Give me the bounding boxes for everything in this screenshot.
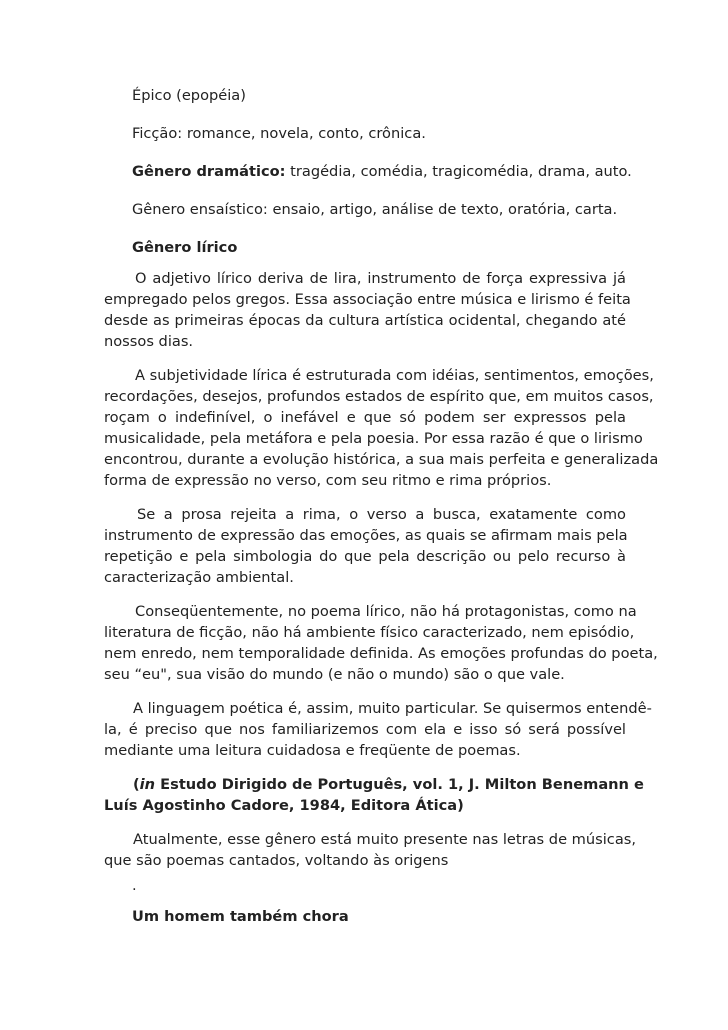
- genre-list: tragédia, comédia, tragicomédia, drama, auto.: [285, 163, 632, 180]
- paragraph-line: recordações, desejos, profundos estados de espírito que, em muitos casos,: [104, 388, 654, 405]
- text-line: [132, 162, 632, 182]
- paragraph-line: O adjetivo lírico deriva de lira, instrumento de força expressiva já: [135, 270, 626, 287]
- citation-line: Luís Agostinho Cadore, 1984, Editora Ática): [104, 797, 464, 814]
- citation-in: in: [139, 776, 156, 793]
- text-line: Ficção: romance, novela, conto, crônica.: [132, 125, 426, 142]
- citation-paren: (: [133, 776, 140, 793]
- paragraph-line: empregado pelos gregos. Essa associação entre música e lirismo é feita: [104, 291, 631, 308]
- paragraph-line: roçam o indefinível, o inefável e que só podem ser expressos pela: [104, 409, 626, 426]
- paragraph-line: mediante uma leitura cuidadosa e freqüente de poemas.: [104, 742, 521, 759]
- paragraph-line: nem enredo, nem temporalidade definida. As emoções profundas do poeta,: [104, 645, 658, 662]
- paragraph-line: repetição e pela simbologia do que pela descrição ou pelo recurso à: [104, 548, 626, 565]
- paragraph-line: Conseqüentemente, no poema lírico, não há protagonistas, como na: [135, 603, 637, 620]
- paragraph-line: la, é preciso que nos familiarizemos com ela e isso só será possível: [104, 721, 626, 738]
- paragraph-line: literatura de ficção, não há ambiente físico caracterizado, nem episódio,: [104, 624, 635, 641]
- paragraph-line: forma de expressão no verso, com seu ritmo e rima próprios.: [104, 472, 552, 489]
- text-line: Gênero ensaístico: ensaio, artigo, análise de texto, oratória, carta.: [132, 201, 618, 218]
- paragraph-line: seu “eu", sua visão do mundo (e não o mundo) são o que vale.: [104, 666, 565, 683]
- paragraph-line: A subjetividade lírica é estruturada com idéias, sentimentos, emoções,: [135, 367, 654, 384]
- citation-text: Estudo Dirigido de Português, vol. 1, J. Milton Benemann e: [155, 776, 644, 793]
- citation-line: [133, 775, 644, 795]
- paragraph-line: nossos dias.: [104, 333, 194, 350]
- paragraph-line: Atualmente, esse gênero está muito presente nas letras de músicas,: [133, 831, 637, 848]
- paragraph-line: desde as primeiras épocas da cultura artística ocidental, chegando até: [104, 312, 626, 329]
- text-line: .: [132, 877, 137, 894]
- paragraph-line: musicalidade, pela metáfora e pela poesia. Por essa razão é que o lirismo: [104, 430, 643, 447]
- paragraph-line: encontrou, durante a evolução histórica, a sua mais perfeita e generalizada: [104, 451, 659, 468]
- text-line: Épico (epopéia): [132, 87, 246, 104]
- section-heading: Gênero lírico: [132, 239, 238, 256]
- paragraph-line: instrumento de expressão das emoções, as quais se afirmam mais pela: [104, 527, 628, 544]
- genre-label: Gênero dramático:: [132, 163, 286, 180]
- poem-title: Um homem também chora: [132, 908, 349, 925]
- paragraph-line: que são poemas cantados, voltando às origens: [104, 852, 449, 869]
- paragraph-line: A linguagem poética é, assim, muito particular. Se quisermos entendê-: [133, 700, 652, 717]
- paragraph-line: caracterização ambiental.: [104, 569, 294, 586]
- paragraph-line: Se a prosa rejeita a rima, o verso a busca, exatamente como: [137, 506, 626, 523]
